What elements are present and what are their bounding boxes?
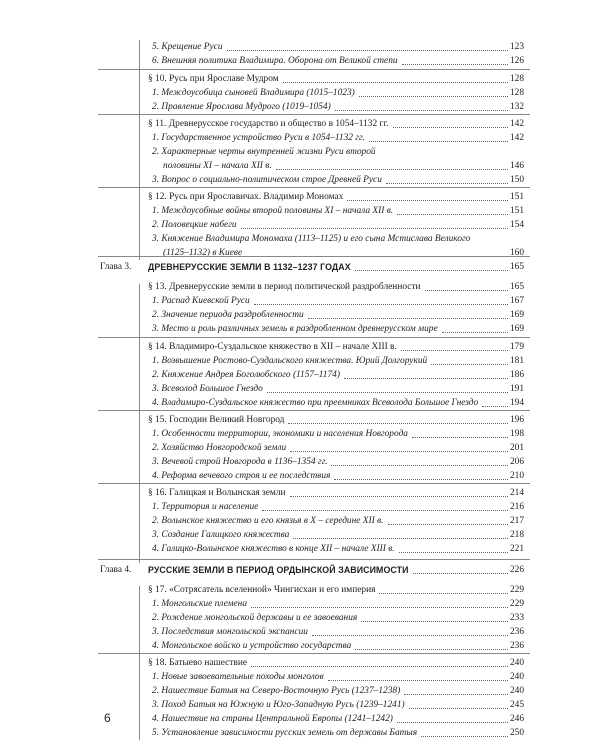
subsection-entry[interactable] bbox=[0, 698, 600, 712]
dot-leader bbox=[290, 486, 508, 497]
chapter-entry[interactable] bbox=[0, 563, 600, 577]
subsection-entry[interactable] bbox=[0, 396, 600, 410]
entry-page-number: 240 bbox=[509, 686, 524, 696]
entry-page-number: 214 bbox=[509, 488, 524, 498]
section-entry[interactable] bbox=[0, 486, 600, 500]
subsection-entry[interactable] bbox=[0, 469, 600, 483]
subsection-entry[interactable] bbox=[0, 40, 600, 54]
dot-leader bbox=[409, 698, 508, 709]
subsection-entry[interactable] bbox=[0, 159, 600, 173]
entry-page-number: 236 bbox=[509, 627, 524, 637]
entry-page-number: 191 bbox=[509, 384, 524, 394]
subsection-entry[interactable] bbox=[0, 100, 600, 114]
subsection-entry[interactable] bbox=[0, 441, 600, 455]
subsection-entry[interactable] bbox=[0, 131, 600, 145]
entry-page-number: 201 bbox=[509, 443, 524, 453]
chapter-label: Глава 4. bbox=[100, 565, 132, 575]
section-entry[interactable] bbox=[0, 413, 600, 427]
subsection-entry[interactable] bbox=[0, 308, 600, 322]
entry-page-number: 154 bbox=[509, 220, 524, 230]
dot-leader bbox=[359, 86, 508, 97]
dot-leader bbox=[334, 469, 508, 480]
entry-page-number: 210 bbox=[509, 471, 524, 481]
entry-title: 2. Волынское княжество и его князья в X – середине XII в. bbox=[152, 516, 384, 526]
section-entry[interactable] bbox=[0, 656, 600, 670]
section-divider bbox=[98, 187, 530, 188]
subsection-entry[interactable] bbox=[0, 354, 600, 368]
subsection-entry[interactable] bbox=[0, 294, 600, 308]
dot-leader bbox=[355, 260, 508, 271]
subsection-entry[interactable] bbox=[0, 54, 600, 68]
entry-page-number: 160 bbox=[509, 248, 524, 258]
entry-page-number: 240 bbox=[509, 658, 524, 668]
entry-title: (1125–1132) в Киеве bbox=[163, 248, 243, 258]
entry-page-number: 217 bbox=[509, 516, 524, 526]
entry-title: 1. Междоусобица сыновей Владимира (1015–1023) bbox=[152, 88, 355, 98]
entry-page-number: 198 bbox=[509, 429, 524, 439]
entry-title: 3. Создание Галицкого княжества bbox=[152, 530, 290, 540]
entry-title: 2. Половецкие набеги bbox=[152, 220, 237, 230]
entry-title: § 13. Древнерусские земли в период политической раздробленности bbox=[148, 282, 421, 292]
entry-title: 4. Владимиро-Суздальское княжество при преемниках Всеволода Большое Гнездо bbox=[152, 398, 479, 408]
subsection-entry[interactable] bbox=[0, 86, 600, 100]
subsection-entry[interactable] bbox=[0, 218, 600, 232]
subsection-entry[interactable] bbox=[0, 597, 600, 611]
subsection-entry[interactable] bbox=[0, 726, 600, 740]
entry-title: 4. Монгольское войско и устройство государства bbox=[152, 641, 352, 651]
dot-leader bbox=[421, 726, 508, 737]
entry-title: § 16. Галицкая и Волынская земли bbox=[148, 488, 286, 498]
entry-page-number: 146 bbox=[509, 161, 524, 171]
entry-title: 1. Междоусобные войны второй половины XI – начала XII в. bbox=[152, 206, 394, 216]
entry-title: 2. Правление Ярослава Мудрого (1019–1054) bbox=[152, 102, 331, 112]
entry-page-number: 233 bbox=[509, 613, 524, 623]
entry-title: 1. Монгольские племена bbox=[152, 599, 248, 609]
entry-title: 2. Княжение Андрея Боголюбского (1157–1174) bbox=[152, 370, 340, 380]
section-divider bbox=[98, 69, 530, 70]
entry-page-number: 126 bbox=[509, 56, 524, 66]
entry-title: 3. Место и роль различных земель в раздробленном древнерусском мире bbox=[152, 324, 438, 334]
entry-page-number: 246 bbox=[509, 714, 524, 724]
dot-leader bbox=[328, 670, 508, 681]
entry-page-number: 221 bbox=[509, 544, 524, 554]
section-divider bbox=[98, 256, 530, 257]
entry-title: 4. Галицко-Волынское княжество в конце XII – начале XIII в. bbox=[152, 544, 395, 554]
entry-title: § 10. Русь при Ярославе Мудром bbox=[148, 74, 279, 84]
entry-page-number: 229 bbox=[509, 585, 524, 595]
entry-title: 4. Реформа вечевого строя и ее последствия bbox=[152, 471, 331, 481]
subsection-entry[interactable] bbox=[0, 368, 600, 382]
entry-page-number: 132 bbox=[509, 102, 524, 112]
entry-title: 2. Характерные черты внутренней жизни Руси второй bbox=[152, 147, 376, 157]
entry-page-number: 123 bbox=[509, 42, 524, 52]
entry-page-number: 240 bbox=[509, 672, 524, 682]
entry-title: 4. Нашествие на страны Центральной Европы (1241–1242) bbox=[152, 714, 393, 724]
subsection-entry[interactable] bbox=[0, 204, 600, 218]
subsection-entry[interactable] bbox=[0, 500, 600, 514]
entry-title: 3. Княжение Владимира Мономаха (1113–1125) и его сына Мстислава Великого bbox=[152, 234, 471, 244]
entry-page-number: 151 bbox=[509, 192, 524, 202]
dot-leader bbox=[312, 625, 508, 636]
subsection-entry[interactable] bbox=[0, 528, 600, 542]
entry-title: § 17. «Сотрясатель вселенной» Чингисхан и его империя bbox=[148, 585, 376, 595]
dot-leader bbox=[276, 159, 508, 170]
entry-title: 3. Последствия монгольской экспансии bbox=[152, 627, 308, 637]
section-divider bbox=[98, 483, 530, 484]
dot-leader bbox=[404, 684, 508, 695]
entry-page-number: 165 bbox=[509, 282, 524, 292]
dot-leader bbox=[393, 117, 508, 128]
entry-page-number: 229 bbox=[509, 599, 524, 609]
entry-title: 2. Нашествие Батыя на Северо-Восточную Русь (1237–1238) bbox=[152, 686, 401, 696]
dot-leader bbox=[308, 308, 508, 319]
subsection-entry[interactable] bbox=[0, 232, 600, 246]
entry-title: 2. Значение периода раздробленности bbox=[152, 310, 304, 320]
section-entry[interactable] bbox=[0, 340, 600, 354]
entry-page-number: 142 bbox=[509, 119, 524, 129]
subsection-entry[interactable] bbox=[0, 173, 600, 187]
section-divider bbox=[98, 559, 530, 560]
entry-page-number: 245 bbox=[509, 700, 524, 710]
entry-page-number: 250 bbox=[509, 728, 524, 738]
entry-page-number: 196 bbox=[509, 415, 524, 425]
entry-title: ДРЕВНЕРУССКИЕ ЗЕМЛИ В 1132–1237 ГОДАХ bbox=[148, 262, 351, 272]
dot-leader bbox=[369, 131, 508, 142]
subsection-entry[interactable] bbox=[0, 625, 600, 639]
subsection-entry[interactable] bbox=[0, 712, 600, 726]
page-number: 6 bbox=[104, 711, 111, 725]
entry-title: 1. Новые завоевательные походы монголов bbox=[152, 672, 324, 682]
entry-page-number: 169 bbox=[509, 324, 524, 334]
dot-leader bbox=[431, 354, 508, 365]
subsection-entry[interactable] bbox=[0, 455, 600, 469]
subsection-entry[interactable] bbox=[0, 246, 600, 260]
entry-page-number: 169 bbox=[509, 310, 524, 320]
entry-title: 5. Крещение Руси bbox=[152, 42, 223, 52]
entry-title: 3. Вечевой строй Новгорода в 1136–1354 гг. bbox=[152, 457, 328, 467]
section-entry[interactable] bbox=[0, 583, 600, 597]
chapter-entry[interactable] bbox=[0, 260, 600, 274]
section-divider bbox=[98, 114, 530, 115]
dot-leader bbox=[361, 611, 508, 622]
entry-title: 1. Государственное устройство Руси в 1054–1132 гг. bbox=[152, 133, 365, 143]
dot-leader bbox=[355, 639, 508, 650]
dot-leader bbox=[401, 340, 508, 351]
dot-leader bbox=[251, 656, 508, 667]
dot-leader bbox=[425, 280, 508, 291]
entry-title: 1. Возвышение Ростово-Суздальского княжества. Юрий Долгорукий bbox=[152, 356, 428, 366]
dot-leader bbox=[402, 54, 508, 65]
entry-title: РУССКИЕ ЗЕМЛИ В ПЕРИОД ОРДЫНСКОЙ ЗАВИСИМОСТИ bbox=[148, 565, 409, 575]
dot-leader bbox=[379, 583, 508, 594]
dot-leader bbox=[344, 368, 508, 379]
entry-page-number: 236 bbox=[509, 641, 524, 651]
entry-title: § 11. Древнерусское государство и общество в 1054–1132 гг. bbox=[148, 119, 389, 129]
entry-title: 2. Рождение монгольской державы и ее завоевания bbox=[152, 613, 358, 623]
dot-leader bbox=[347, 190, 508, 201]
section-entry[interactable] bbox=[0, 72, 600, 86]
dot-leader bbox=[482, 396, 508, 407]
section-entry[interactable] bbox=[0, 117, 600, 131]
entry-page-number: 206 bbox=[509, 457, 524, 467]
dot-leader bbox=[267, 382, 508, 393]
subsection-entry[interactable] bbox=[0, 514, 600, 528]
entry-title: 5. Установление зависимости русских земель от державы Батыя bbox=[152, 728, 418, 738]
entry-title: 3. Вопрос о социально-политическом строе Древней Руси bbox=[152, 175, 382, 185]
dot-leader bbox=[262, 500, 508, 511]
entry-page-number: 216 bbox=[509, 502, 524, 512]
dot-leader bbox=[283, 72, 508, 83]
entry-title: 1. Территория и население bbox=[152, 502, 259, 512]
section-entry[interactable] bbox=[0, 280, 600, 294]
entry-page-number: 179 bbox=[509, 342, 524, 352]
entry-page-number: 151 bbox=[509, 206, 524, 216]
entry-title: 3. Всеволод Большое Гнездо bbox=[152, 384, 263, 394]
subsection-entry[interactable] bbox=[0, 322, 600, 336]
dot-leader bbox=[413, 563, 508, 574]
dot-leader bbox=[335, 100, 508, 111]
dot-leader bbox=[442, 322, 508, 333]
dot-leader bbox=[331, 455, 508, 466]
subsection-entry[interactable] bbox=[0, 684, 600, 698]
subsection-entry[interactable] bbox=[0, 542, 600, 556]
dot-leader bbox=[251, 597, 508, 608]
section-divider bbox=[98, 410, 530, 411]
entry-page-number: 142 bbox=[509, 133, 524, 143]
entry-title: половины XI – начала XII в. bbox=[163, 161, 272, 171]
entry-page-number: 194 bbox=[509, 398, 524, 408]
subsection-entry[interactable] bbox=[0, 670, 600, 684]
entry-title: 2. Хозяйство Новгородской земли bbox=[152, 443, 287, 453]
dot-leader bbox=[412, 427, 508, 438]
entry-title: § 18. Батыево нашествие bbox=[148, 658, 248, 668]
dot-leader bbox=[254, 294, 508, 305]
entry-page-number: 186 bbox=[509, 370, 524, 380]
dot-leader bbox=[290, 441, 508, 452]
subsection-entry[interactable] bbox=[0, 427, 600, 441]
entry-title: § 14. Владимиро-Суздальское княжество в XII – начале XIII в. bbox=[148, 342, 397, 352]
dot-leader bbox=[397, 712, 508, 723]
entry-title: § 12. Русь при Ярославичах. Владимир Мономах bbox=[148, 192, 344, 202]
entry-page-number: 218 bbox=[509, 530, 524, 540]
dot-leader bbox=[397, 204, 508, 215]
entry-title: 3. Поход Батыя на Южную и Юго-Западную Русь (1239–1241) bbox=[152, 700, 405, 710]
subsection-entry[interactable] bbox=[0, 611, 600, 625]
section-divider bbox=[98, 337, 530, 338]
dot-leader bbox=[386, 173, 508, 184]
entry-title: 1. Особенности территории, экономики и населения Новгорода bbox=[152, 429, 408, 439]
chapter-label: Глава 3. bbox=[100, 262, 132, 272]
subsection-entry[interactable] bbox=[0, 145, 600, 159]
entry-page-number: 226 bbox=[509, 565, 524, 575]
subsection-entry[interactable] bbox=[0, 382, 600, 396]
entry-title: § 15. Господин Великий Новгород bbox=[148, 415, 285, 425]
entry-page-number: 128 bbox=[509, 74, 524, 84]
entry-page-number: 128 bbox=[509, 88, 524, 98]
dot-leader bbox=[388, 514, 508, 525]
section-entry[interactable] bbox=[0, 190, 600, 204]
entry-title: 6. Внешняя политика Владимира. Оборона от Великой степи bbox=[152, 56, 398, 66]
section-divider bbox=[98, 653, 530, 654]
entry-title: 1. Распад Киевской Руси bbox=[152, 296, 250, 306]
entry-page-number: 150 bbox=[509, 175, 524, 185]
dot-leader bbox=[227, 40, 508, 51]
dot-leader bbox=[241, 218, 508, 229]
dot-leader bbox=[288, 413, 508, 424]
entry-page-number: 165 bbox=[509, 262, 524, 272]
entry-page-number: 181 bbox=[509, 356, 524, 366]
subsection-entry[interactable] bbox=[0, 639, 600, 653]
dot-leader bbox=[399, 542, 508, 553]
entry-page-number: 167 bbox=[509, 296, 524, 306]
dot-leader bbox=[293, 528, 508, 539]
